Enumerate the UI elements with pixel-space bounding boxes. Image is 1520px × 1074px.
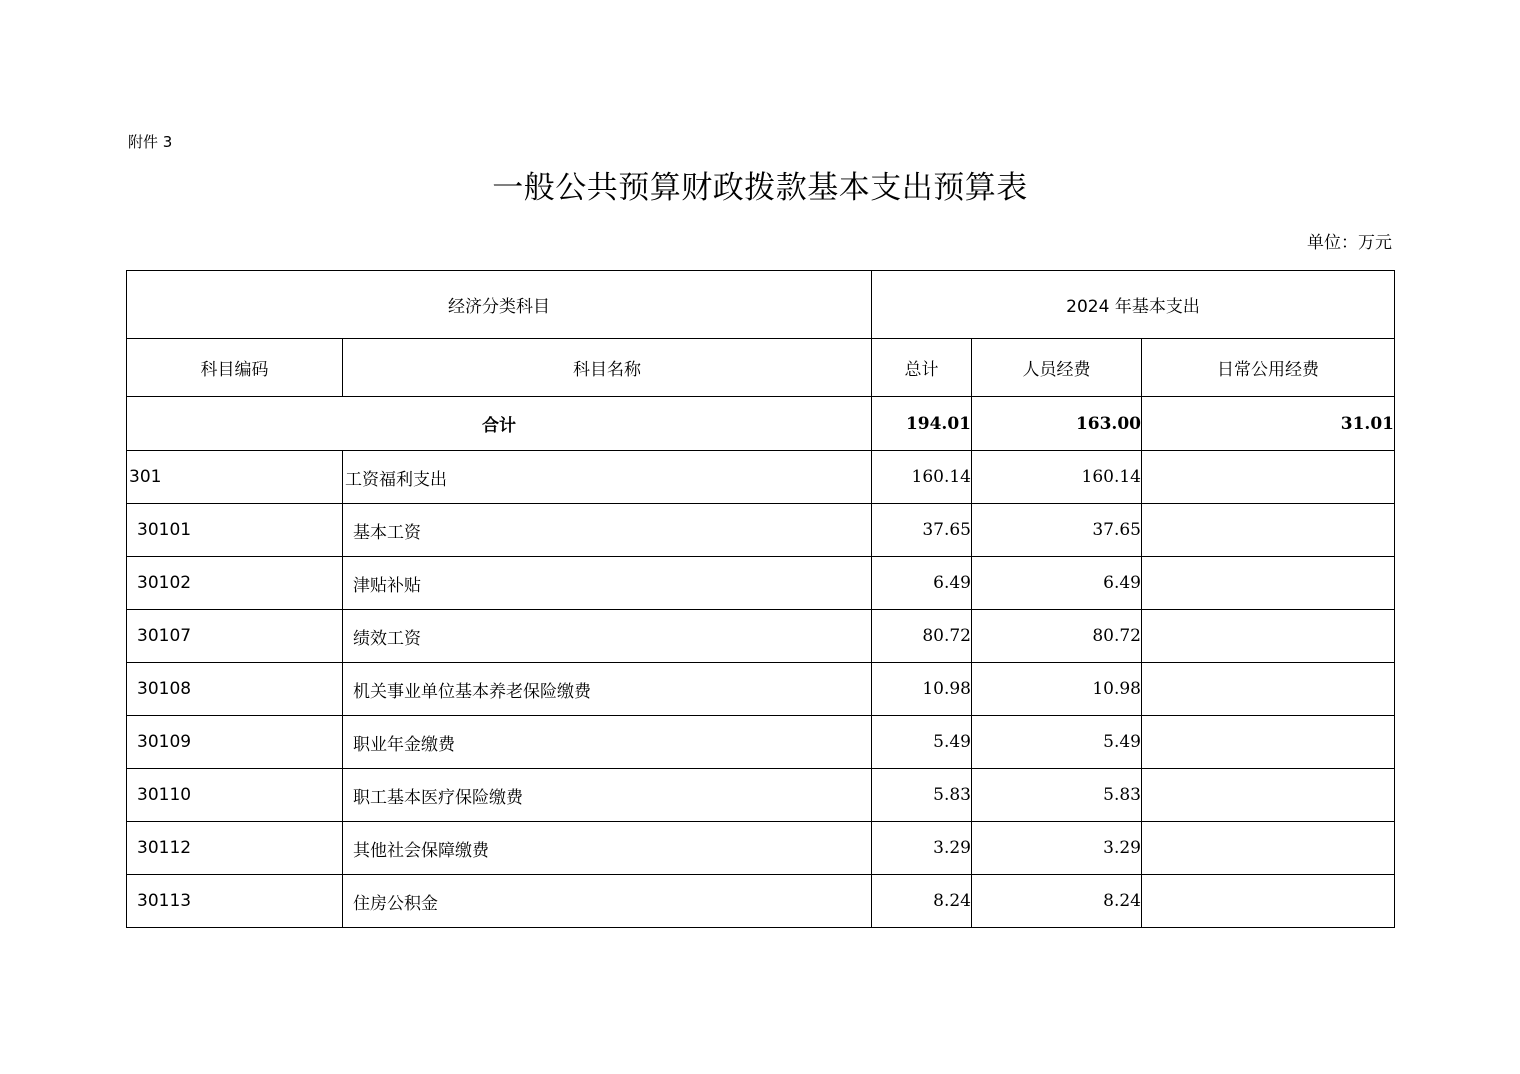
row-name: 职业年金缴费 <box>343 716 872 769</box>
header-basic-expenditure-2024: 2024 年基本支出 <box>872 271 1395 339</box>
total-row <box>127 397 1395 451</box>
row-personnel: 160.14 <box>972 451 1142 504</box>
unit-label: 单位：万元 <box>1307 233 1392 253</box>
table-row <box>127 557 1395 610</box>
total-public: 31.01 <box>1142 397 1395 451</box>
row-total: 5.83 <box>872 769 972 822</box>
budget-table <box>126 270 1395 928</box>
row-code: 30112 <box>127 822 343 875</box>
row-total: 8.24 <box>872 875 972 928</box>
header-total: 总计 <box>872 339 972 397</box>
table-row <box>127 663 1395 716</box>
row-name: 其他社会保障缴费 <box>343 822 872 875</box>
row-name: 工资福利支出 <box>343 451 872 504</box>
header-personnel: 人员经费 <box>972 339 1142 397</box>
table-row <box>127 716 1395 769</box>
table-row <box>127 769 1395 822</box>
row-total: 80.72 <box>872 610 972 663</box>
row-total: 37.65 <box>872 504 972 557</box>
row-code: 301 <box>127 451 343 504</box>
row-personnel: 3.29 <box>972 822 1142 875</box>
row-name: 基本工资 <box>343 504 872 557</box>
total-amount: 194.01 <box>872 397 972 451</box>
row-public <box>1142 716 1395 769</box>
row-personnel: 80.72 <box>972 610 1142 663</box>
table-row <box>127 875 1395 928</box>
header-economic-classification: 经济分类科目 <box>127 271 872 339</box>
row-name: 津贴补贴 <box>343 557 872 610</box>
row-code: 30113 <box>127 875 343 928</box>
row-name: 绩效工资 <box>343 610 872 663</box>
row-personnel: 8.24 <box>972 875 1142 928</box>
row-total: 6.49 <box>872 557 972 610</box>
header-row-group <box>127 271 1395 339</box>
table-row <box>127 822 1395 875</box>
row-code: 30101 <box>127 504 343 557</box>
row-name: 住房公积金 <box>343 875 872 928</box>
total-label: 合计 <box>127 397 872 451</box>
row-code: 30109 <box>127 716 343 769</box>
row-code: 30108 <box>127 663 343 716</box>
row-personnel: 6.49 <box>972 557 1142 610</box>
header-name: 科目名称 <box>343 339 872 397</box>
header-public: 日常公用经费 <box>1142 339 1395 397</box>
table-row <box>127 451 1395 504</box>
row-personnel: 10.98 <box>972 663 1142 716</box>
row-public <box>1142 875 1395 928</box>
row-public <box>1142 451 1395 504</box>
header-code: 科目编码 <box>127 339 343 397</box>
row-public <box>1142 769 1395 822</box>
attachment-label: 附件 3 <box>128 133 173 151</box>
page-title: 一般公共预算财政拨款基本支出预算表 <box>492 170 1028 206</box>
row-personnel: 5.49 <box>972 716 1142 769</box>
row-public <box>1142 663 1395 716</box>
row-total: 5.49 <box>872 716 972 769</box>
row-total: 10.98 <box>872 663 972 716</box>
table-row <box>127 504 1395 557</box>
row-public <box>1142 557 1395 610</box>
header-row-columns <box>127 339 1395 397</box>
row-personnel: 37.65 <box>972 504 1142 557</box>
row-name: 机关事业单位基本养老保险缴费 <box>343 663 872 716</box>
table-row <box>127 610 1395 663</box>
row-public <box>1142 822 1395 875</box>
row-total: 160.14 <box>872 451 972 504</box>
total-personnel: 163.00 <box>972 397 1142 451</box>
row-code: 30107 <box>127 610 343 663</box>
row-personnel: 5.83 <box>972 769 1142 822</box>
row-public <box>1142 610 1395 663</box>
row-total: 3.29 <box>872 822 972 875</box>
row-public <box>1142 504 1395 557</box>
row-code: 30102 <box>127 557 343 610</box>
row-code: 30110 <box>127 769 343 822</box>
row-name: 职工基本医疗保险缴费 <box>343 769 872 822</box>
